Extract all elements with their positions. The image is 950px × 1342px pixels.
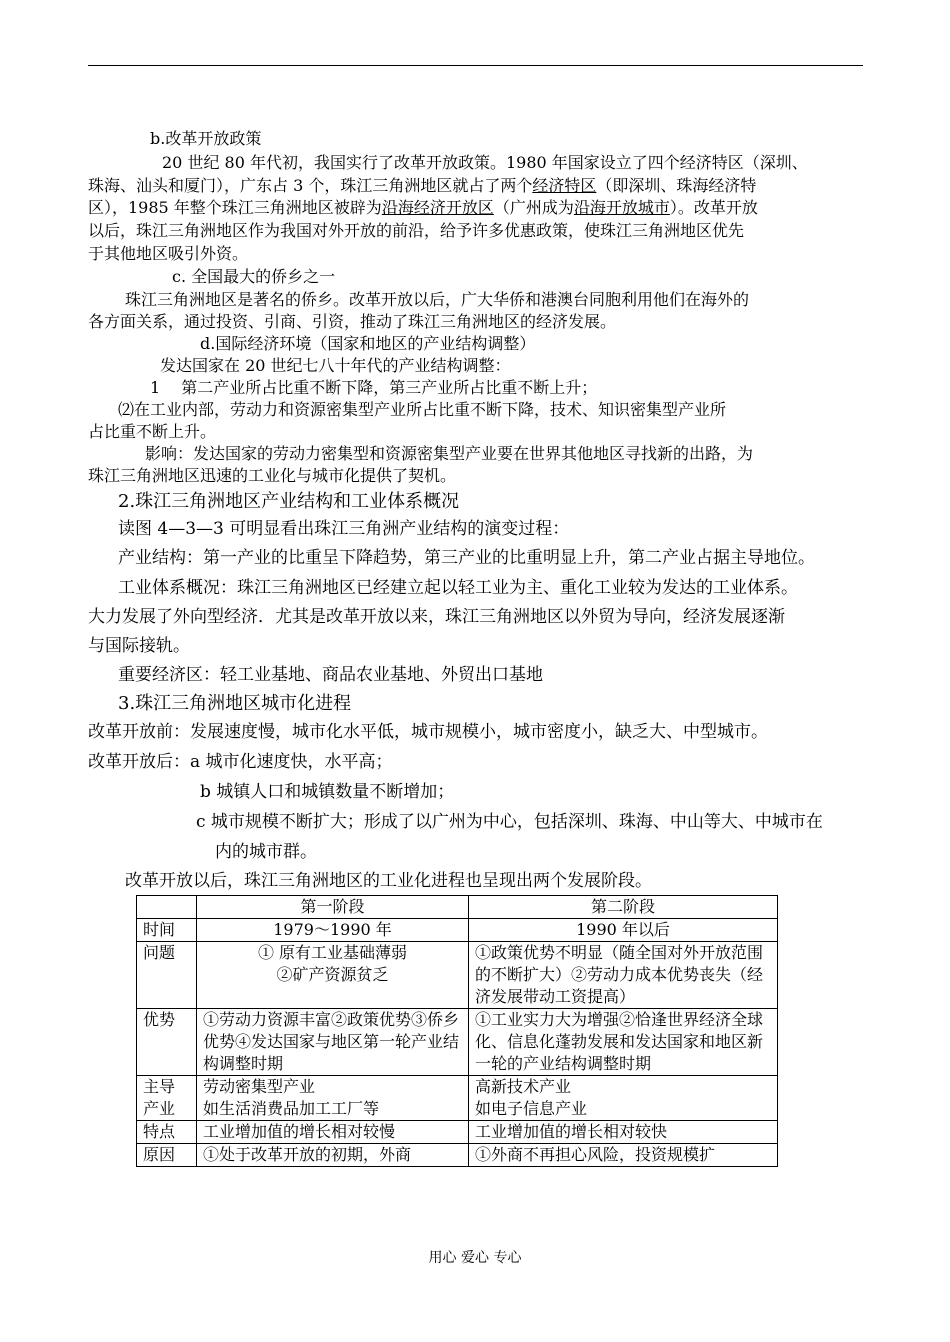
table-row xyxy=(137,1121,778,1144)
stage1-cell: 1979～1990 年 xyxy=(197,919,469,942)
paragraph-line: 与国际接轨。 xyxy=(88,636,190,656)
stage1-cell xyxy=(197,1144,469,1167)
stage1-cell: ①劳动力资源丰富②政策优势③侨乡优势④发达国家与地区第一轮产业结构调整时期 xyxy=(197,1009,469,1076)
table-row xyxy=(137,1076,778,1121)
paragraph-line: 以后，珠江三角洲地区作为我国对外开放的前沿，给予许多优惠政策，使珠江三角洲地区优先 xyxy=(88,221,745,240)
paragraph-line: c 城市规模不断扩大；形成了以广州为中心，包括深圳、珠海、中山等大、中城市在 xyxy=(196,812,823,832)
stage1-cell-text: ①处于改革开放的初期，外商 xyxy=(203,1145,412,1164)
row-label: 优势 xyxy=(137,1009,197,1076)
stage2-cell: ①工业实力大为增强②恰逢世界经济全球化、信息化蓬勃发展和发达国家和地区新一轮的产业结构调整时期 xyxy=(469,1009,778,1076)
stage1-cell: 劳动密集型产业 如生活消费品加工工厂等 xyxy=(197,1076,469,1121)
stage-table xyxy=(136,895,778,1167)
term-coastal-open-zone: 沿海经济开放区 xyxy=(381,198,494,217)
row-label: 时间 xyxy=(137,919,197,942)
section-c-heading: c. 全国最大的侨乡之一 xyxy=(172,267,336,286)
table-header-cell: 第一阶段 xyxy=(197,896,469,919)
stage2-cell: 工业增加值的增长相对较快 xyxy=(469,1121,778,1144)
stage2-cell: ①政策优势不明显（随全国对外开放范围的不断扩大）②劳动力成本优势丧失（经济发展带动工资提高） xyxy=(469,942,778,1009)
section-2-heading: 2.珠江三角洲地区产业结构和工业体系概况 xyxy=(118,491,460,512)
paragraph-line: 重要经济区：轻工业基地、商品农业基地、外贸出口基地 xyxy=(118,665,543,685)
table-row xyxy=(137,942,778,1009)
stage2-cell xyxy=(469,1144,778,1167)
table-row xyxy=(137,1009,778,1076)
paragraph-line: 改革开放后：a 城市化速度快，水平高； xyxy=(88,752,393,772)
section-b-heading: b.改革开放政策 xyxy=(150,129,262,148)
row-label: 特点 xyxy=(137,1121,197,1144)
paragraph-line: 珠海、汕头和厦门），广东占 3 个，珠江三角洲地区就占了两个经济特区（即深圳、珠海经济特 xyxy=(88,176,757,195)
table-header-row xyxy=(137,896,778,919)
paragraph-line: 大力发展了外向型经济．尤其是改革开放以来，珠江三角洲地区以外贸为导向，经济发展逐渐 xyxy=(88,607,785,627)
list-item: 占比重不断上升。 xyxy=(88,422,217,441)
stage2-cell: 高新技术产业 如电子信息产业 xyxy=(469,1076,778,1121)
table-header-cell xyxy=(137,896,197,919)
table-intro: 改革开放以后，珠江三角洲地区的工业化进程也呈现出两个发展阶段。 xyxy=(125,871,652,891)
paragraph-line: 内的城市群。 xyxy=(215,842,317,862)
page-footer: 用心 爱心 专心 xyxy=(428,1250,522,1266)
paragraph-line: 读图 4—3—3 可明显看出珠江三角洲产业结构的演变过程： xyxy=(118,519,570,539)
paragraph-line: 于其他地区吸引外资。 xyxy=(88,244,249,263)
list-item: ⑵在工业内部，劳动力和资源密集型产业所占比重不断下降，技术、知识密集型产业所 xyxy=(118,400,727,419)
stage1-cell: 工业增加值的增长相对较慢 xyxy=(197,1121,469,1144)
stage2-cell: 1990 年以后 xyxy=(469,919,778,942)
row-label: 原因 xyxy=(137,1144,197,1167)
paragraph-line: 发达国家在 20 世纪七八十年代的产业结构调整： xyxy=(160,356,511,375)
table-header-cell: 第二阶段 xyxy=(469,896,778,919)
row-label: 主导产业 xyxy=(137,1076,197,1121)
paragraph-line: 区），1985 年整个珠江三角洲地区被辟为沿海经济开放区（广州成为沿海开放城市）。改革开放 xyxy=(88,198,758,217)
paragraph-line: b 城镇人口和城镇数量不断增加； xyxy=(200,782,455,802)
stage2-cell-text: ①外商不再担心风险，投资规模扩 xyxy=(475,1145,716,1164)
header-rule xyxy=(88,65,863,66)
section-3-heading: 3.珠江三角洲地区城市化进程 xyxy=(118,693,352,714)
table-row xyxy=(137,919,778,942)
term-coastal-open-city: 沿海开放城市 xyxy=(573,198,670,217)
paragraph-line: 各方面关系，通过投资、引商、引资，推动了珠江三角洲地区的经济发展。 xyxy=(88,312,617,331)
paragraph-line: 珠江三角洲地区迅速的工业化与城市化提供了契机。 xyxy=(88,466,457,485)
paragraph-line: 工业体系概况：珠江三角洲地区已经建立起以轻工业为主、重化工业较为发达的工业体系。 xyxy=(118,578,798,598)
list-item: 1 第二产业所占比重不断下降，第三产业所占比重不断上升； xyxy=(150,378,598,397)
stage1-cell: ① 原有工业基础薄弱 ②矿产资源贫乏 xyxy=(197,942,469,1009)
section-d-heading: d.国际经济环境（国家和地区的产业结构调整） xyxy=(200,334,536,353)
paragraph-line: 改革开放前：发展速度慢，城市化水平低，城市规模小，城市密度小，缺乏大、中型城市。 xyxy=(88,722,768,742)
paragraph-line: 产业结构：第一产业的比重呈下降趋势，第三产业的比重明显上升，第二产业占据主导地位。 xyxy=(118,548,815,568)
term-economic-zone: 经济特区 xyxy=(532,176,597,195)
row-label: 问题 xyxy=(137,942,197,1009)
paragraph-line: 珠江三角洲地区是著名的侨乡。改革开放以后，广大华侨和港澳台同胞利用他们在海外的 xyxy=(125,290,750,309)
table-row xyxy=(137,1144,778,1167)
paragraph-line: 20 世纪 80 年代初，我国实行了改革开放政策。1980 年国家设立了四个经济特区（深圳、 xyxy=(162,153,808,172)
paragraph-line: 影响：发达国家的劳动力密集型和资源密集型产业要在世界其他地区寻找新的出路，为 xyxy=(145,444,754,463)
